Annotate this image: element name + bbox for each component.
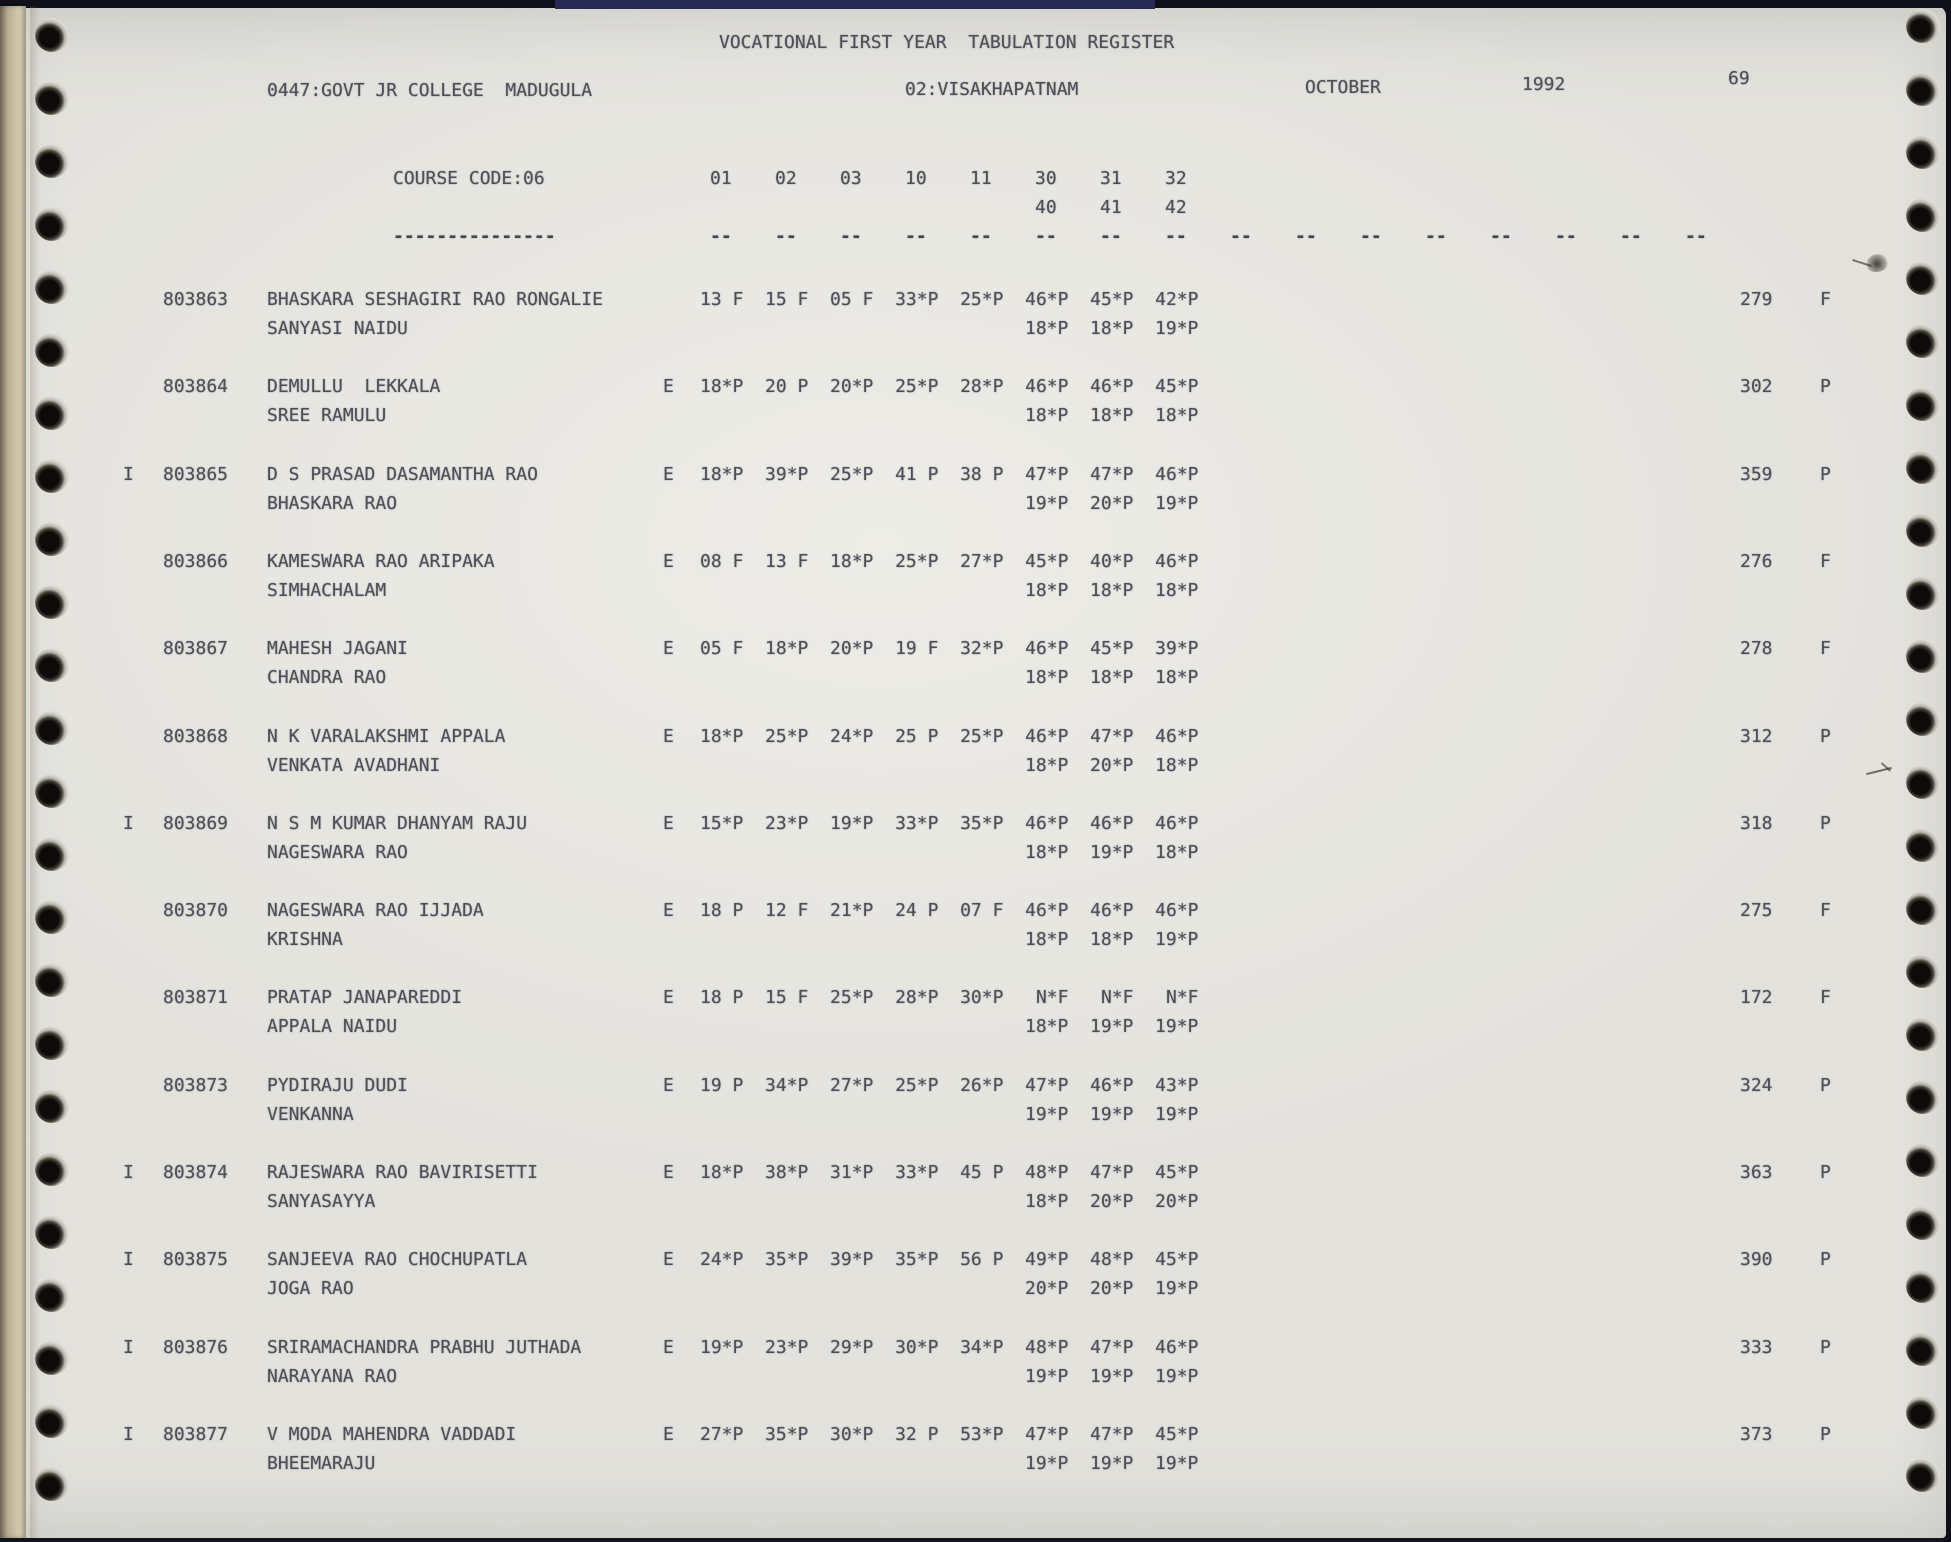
column-header: 11 (970, 168, 992, 189)
total-marks: 278 (1740, 638, 1773, 659)
district-name: 02:VISAKHAPATNAM (905, 79, 1079, 100)
punch-hole (1906, 576, 1940, 610)
father-name: KRISHNA (267, 929, 343, 950)
punch-hole (1906, 450, 1940, 484)
column-dash: -- (970, 226, 992, 247)
marks-line2: 19*P 19*P 19*P (1025, 1453, 1199, 1474)
indicator-flag: I (123, 464, 134, 485)
page-edge-shadow (30, 6, 40, 1538)
total-marks: 359 (1740, 464, 1773, 485)
student-name: V MODA MAHENDRA VADDADI (267, 1424, 517, 1445)
column-dash: -- (710, 226, 732, 247)
roll-number: 803873 (163, 1075, 229, 1096)
marks-line1: 18*P 38*P 31*P 33*P 45 P 48*P 47*P 45*P (700, 1162, 1199, 1183)
punch-hole (1906, 261, 1940, 295)
marks-line1: 15*P 23*P 19*P 33*P 35*P 46*P 46*P 46*P (700, 813, 1199, 834)
roll-number: 803877 (163, 1424, 229, 1445)
marks-line1: 19*P 23*P 29*P 30*P 34*P 48*P 47*P 46*P (700, 1337, 1199, 1358)
punch-hole (35, 1215, 69, 1249)
father-name: NAGESWARA RAO (267, 842, 408, 863)
punch-hole (35, 522, 69, 556)
father-name: SANYASAYYA (267, 1191, 376, 1212)
total-marks: 318 (1740, 813, 1773, 834)
marks-line2: 19*P 19*P 19*P (1025, 1366, 1199, 1387)
punch-hole (35, 1089, 69, 1123)
punch-hole (35, 1404, 69, 1438)
roll-number: 803867 (163, 638, 229, 659)
total-marks: 302 (1740, 376, 1773, 397)
father-name: BHASKARA RAO (267, 493, 398, 514)
punch-hole (35, 396, 69, 430)
roll-number: 803866 (163, 551, 229, 572)
marks-line1: 08 F 13 F 18*P 25*P 27*P 45*P 40*P 46*P (700, 551, 1199, 572)
punch-hole (1906, 1395, 1940, 1429)
total-marks: 324 (1740, 1075, 1773, 1096)
punch-hole (35, 774, 69, 808)
punch-hole (35, 837, 69, 871)
column-dash: -- (1555, 226, 1577, 247)
marks-line2: 18*P 20*P 20*P (1025, 1191, 1199, 1212)
total-marks: 373 (1740, 1424, 1773, 1445)
punch-hole (1906, 1206, 1940, 1240)
result-flag: P (1820, 1075, 1831, 1096)
column-dash: -- (775, 226, 797, 247)
roll-number: 803863 (163, 289, 229, 310)
father-name: NARAYANA RAO (267, 1366, 398, 1387)
punch-hole (35, 1026, 69, 1060)
medium-flag: E (663, 1162, 674, 1183)
exam-year: 1992 (1522, 74, 1566, 95)
total-marks: 363 (1740, 1162, 1773, 1183)
punch-hole (35, 459, 69, 493)
punch-hole (1906, 324, 1940, 358)
marks-line2: 18*P 18*P 19*P (1025, 929, 1199, 950)
punch-hole (35, 711, 69, 745)
marks-line2: 19*P 19*P 19*P (1025, 1104, 1199, 1125)
ink-blot (1852, 246, 1896, 280)
indicator-flag: I (123, 1249, 134, 1270)
student-name: RAJESWARA RAO BAVIRISETTI (267, 1162, 538, 1183)
student-name: KAMESWARA RAO ARIPAKA (267, 551, 495, 572)
punch-hole (1906, 1017, 1940, 1051)
column-header-line2: 42 (1165, 197, 1187, 218)
page-number: 69 (1728, 68, 1750, 89)
binder-strip (555, 0, 1155, 9)
column-dash: -- (1490, 226, 1512, 247)
punch-hole (35, 1467, 69, 1501)
marks-line2: 19*P 20*P 19*P (1025, 493, 1199, 514)
marks-line1: 18*P 20 P 20*P 25*P 28*P 46*P 46*P 45*P (700, 376, 1199, 397)
medium-flag: E (663, 551, 674, 572)
column-dash: -- (1685, 226, 1707, 247)
marks-line2: 18*P 19*P 19*P (1025, 1016, 1199, 1037)
punch-hole (35, 900, 69, 934)
medium-flag: E (663, 987, 674, 1008)
column-header: 30 (1035, 168, 1057, 189)
punch-hole (1906, 135, 1940, 169)
total-marks: 390 (1740, 1249, 1773, 1270)
indicator-flag: I (123, 1162, 134, 1183)
student-name: DEMULLU LEKKALA (267, 376, 441, 397)
punch-hole (35, 1341, 69, 1375)
father-name: JOGA RAO (267, 1278, 354, 1299)
punch-hole (1906, 702, 1940, 736)
column-header-line2: 41 (1100, 197, 1122, 218)
student-name: NAGESWARA RAO IJJADA (267, 900, 484, 921)
page-stack-edge (0, 6, 26, 1538)
student-name: PYDIRAJU DUDI (267, 1075, 408, 1096)
roll-number: 803875 (163, 1249, 229, 1270)
result-flag: F (1820, 638, 1831, 659)
marks-line1: 05 F 18*P 20*P 19 F 32*P 46*P 45*P 39*P (700, 638, 1199, 659)
marks-line1: 13 F 15 F 05 F 33*P 25*P 46*P 45*P 42*P (700, 289, 1199, 310)
medium-flag: E (663, 900, 674, 921)
total-marks: 312 (1740, 726, 1773, 747)
punch-hole (1906, 1332, 1940, 1366)
father-name: SREE RAMULU (267, 405, 387, 426)
roll-number: 803871 (163, 987, 229, 1008)
result-flag: P (1820, 1249, 1831, 1270)
column-header: 01 (710, 168, 732, 189)
result-flag: P (1820, 1162, 1831, 1183)
punch-hole (35, 144, 69, 178)
column-header-line2: 40 (1035, 197, 1057, 218)
punch-hole (1906, 1269, 1940, 1303)
punch-hole (35, 648, 69, 682)
marks-line2: 18*P 18*P 19*P (1025, 318, 1199, 339)
roll-number: 803876 (163, 1337, 229, 1358)
course-underline: --------------- (393, 226, 556, 247)
column-dash: -- (1620, 226, 1642, 247)
college-name: 0447:GOVT JR COLLEGE MADUGULA (267, 80, 593, 101)
column-dash: -- (1425, 226, 1447, 247)
student-name: PRATAP JANAPAREDDI (267, 987, 463, 1008)
total-marks: 172 (1740, 987, 1773, 1008)
result-flag: F (1820, 900, 1831, 921)
punch-hole (1906, 198, 1940, 232)
student-name: D S PRASAD DASAMANTHA RAO (267, 464, 538, 485)
father-name: APPALA NAIDU (267, 1016, 398, 1037)
column-header: 32 (1165, 168, 1187, 189)
result-flag: P (1820, 1424, 1831, 1445)
father-name: CHANDRA RAO (267, 667, 387, 688)
result-flag: F (1820, 987, 1831, 1008)
medium-flag: E (663, 813, 674, 834)
punch-hole (1906, 513, 1940, 547)
column-header: 10 (905, 168, 927, 189)
result-flag: P (1820, 726, 1831, 747)
column-dash: -- (840, 226, 862, 247)
medium-flag: E (663, 1249, 674, 1270)
medium-flag: E (663, 1075, 674, 1096)
punch-hole (1906, 9, 1940, 43)
scan-background-right (1946, 0, 1951, 1542)
column-dash: -- (1165, 226, 1187, 247)
column-dash: -- (1295, 226, 1317, 247)
marks-line1: 18*P 25*P 24*P 25 P 25*P 46*P 47*P 46*P (700, 726, 1199, 747)
medium-flag: E (663, 376, 674, 397)
indicator-flag: I (123, 1337, 134, 1358)
punch-hole (35, 207, 69, 241)
father-name: SANYASI NAIDU (267, 318, 408, 339)
punch-hole (35, 18, 69, 52)
marks-line1: 18 P 15 F 25*P 28*P 30*P N*F N*F N*F (700, 987, 1199, 1008)
roll-number: 803864 (163, 376, 229, 397)
result-flag: P (1820, 464, 1831, 485)
father-name: VENKATA AVADHANI (267, 755, 441, 776)
column-header: 02 (775, 168, 797, 189)
student-name: N S M KUMAR DHANYAM RAJU (267, 813, 528, 834)
total-marks: 333 (1740, 1337, 1773, 1358)
result-flag: P (1820, 813, 1831, 834)
punch-hole (1906, 639, 1940, 673)
roll-number: 803865 (163, 464, 229, 485)
result-flag: F (1820, 289, 1831, 310)
marks-line1: 24*P 35*P 39*P 35*P 56 P 49*P 48*P 45*P (700, 1249, 1199, 1270)
marks-line1: 19 P 34*P 27*P 25*P 26*P 47*P 46*P 43*P (700, 1075, 1199, 1096)
punch-hole (35, 333, 69, 367)
father-name: VENKANNA (267, 1104, 354, 1125)
student-name: SRIRAMACHANDRA PRABHU JUTHADA (267, 1337, 582, 1358)
punch-hole (1906, 387, 1940, 421)
total-marks: 279 (1740, 289, 1773, 310)
medium-flag: E (663, 464, 674, 485)
marks-line2: 18*P 18*P 18*P (1025, 580, 1199, 601)
roll-number: 803870 (163, 900, 229, 921)
father-name: SIMHACHALAM (267, 580, 387, 601)
medium-flag: E (663, 726, 674, 747)
student-name: N K VARALAKSHMI APPALA (267, 726, 506, 747)
punch-hole (35, 81, 69, 115)
punch-hole (1906, 1080, 1940, 1114)
column-dash: -- (1100, 226, 1122, 247)
punch-hole (1906, 765, 1940, 799)
marks-line2: 18*P 18*P 18*P (1025, 667, 1199, 688)
roll-number: 803874 (163, 1162, 229, 1183)
column-dash: -- (905, 226, 927, 247)
marks-line2: 20*P 20*P 19*P (1025, 1278, 1199, 1299)
father-name: BHEEMARAJU (267, 1453, 376, 1474)
roll-number: 803869 (163, 813, 229, 834)
marks-line2: 18*P 20*P 18*P (1025, 755, 1199, 776)
total-marks: 276 (1740, 551, 1773, 572)
total-marks: 275 (1740, 900, 1773, 921)
punch-hole (35, 1278, 69, 1312)
result-flag: P (1820, 1337, 1831, 1358)
punch-hole (35, 963, 69, 997)
medium-flag: E (663, 638, 674, 659)
medium-flag: E (663, 1424, 674, 1445)
indicator-flag: I (123, 1424, 134, 1445)
marks-line1: 18 P 12 F 21*P 24 P 07 F 46*P 46*P 46*P (700, 900, 1199, 921)
student-name: MAHESH JAGANI (267, 638, 408, 659)
indicator-flag: I (123, 813, 134, 834)
roll-number: 803868 (163, 726, 229, 747)
column-dash: -- (1360, 226, 1382, 247)
punch-hole (1906, 1458, 1940, 1492)
marks-line1: 18*P 39*P 25*P 41 P 38 P 47*P 47*P 46*P (700, 464, 1199, 485)
result-flag: P (1820, 376, 1831, 397)
column-dash: -- (1035, 226, 1057, 247)
punch-hole (35, 270, 69, 304)
course-code-label: COURSE CODE:06 (393, 168, 545, 189)
punch-hole (35, 585, 69, 619)
punch-hole (1906, 954, 1940, 988)
marks-line2: 18*P 18*P 18*P (1025, 405, 1199, 426)
punch-hole (1906, 891, 1940, 925)
punch-hole (35, 1152, 69, 1186)
column-dash: -- (1230, 226, 1252, 247)
column-header: 31 (1100, 168, 1122, 189)
student-name: SANJEEVA RAO CHOCHUPATLA (267, 1249, 528, 1270)
exam-month: OCTOBER (1305, 77, 1381, 98)
marks-line1: 27*P 35*P 30*P 32 P 53*P 47*P 47*P 45*P (700, 1424, 1199, 1445)
punch-hole (1906, 828, 1940, 862)
punch-hole (1906, 1143, 1940, 1177)
scratch-mark (1866, 762, 1896, 778)
student-name: BHASKARA SESHAGIRI RAO RONGALIE (267, 289, 603, 310)
punch-hole (1906, 72, 1940, 106)
page-title: VOCATIONAL FIRST YEAR TABULATION REGISTER (719, 32, 1175, 53)
marks-line2: 18*P 19*P 18*P (1025, 842, 1199, 863)
medium-flag: E (663, 1337, 674, 1358)
result-flag: F (1820, 551, 1831, 572)
column-header: 03 (840, 168, 862, 189)
